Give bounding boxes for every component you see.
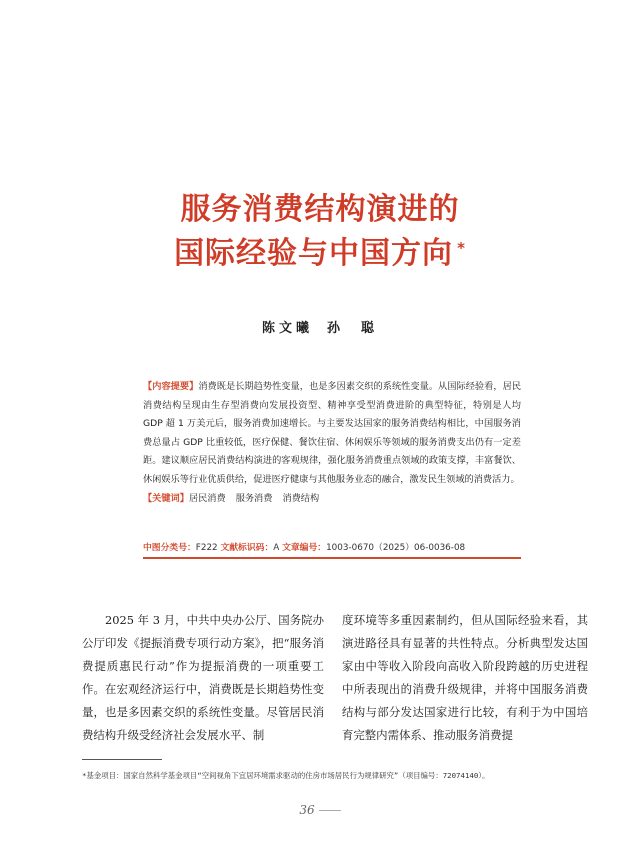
doc-code-value: A [273, 543, 280, 553]
article-no-label: 文章编号： [282, 543, 327, 553]
clc-value: F222 [195, 543, 218, 553]
abstract-block [143, 378, 521, 508]
article-title [0, 188, 640, 276]
abstract-label: 【内容提要】 [143, 381, 199, 392]
classification-line [143, 540, 521, 559]
article-no-value: 1003-0670（2025）06-0036-08 [326, 543, 466, 553]
title-line-2-text: 国际经验与中国方向 [174, 236, 454, 271]
footnote-divider [82, 759, 162, 760]
footnote: *基金项目：国家自然科学基金项目“空间视角下宜居环境需求驱动的住房市场居民行为规律研究”（项目编号：72074140）。 [82, 771, 490, 780]
page-number-dash [319, 810, 341, 811]
abstract-text: 消费既是长期趋势性变量，也是多因素交织的系统性变量。从国际经验看，居民消费结构呈现由生存型消费向发展投资型、精神享受型消费进阶的典型特征，特别是人均 GDP 超 1 万美元后，服务消费加速增长。与主要发达国家的服务消费结构相比，中国服务消费总量占 GDP 比重较低，医疗保健、餐饮住宿、休闲娱乐等领域的服务消费支出仍有一定差距。建议顺应居民消费结构演进的客观规律，强化服务消费重点领域的政策支撑，丰富餐饮、休闲娱乐等行业优质供给，促进医疗健康与其他服务业态的融合，激发民生领域的消费活力。 [143, 381, 522, 485]
page-number: 36 [299, 803, 315, 817]
keyword: 服务消费 [235, 492, 273, 504]
title-line-1: 服务消费结构演进的 [180, 192, 460, 227]
keywords-line [143, 490, 521, 509]
keyword: 消费结构 [282, 492, 320, 504]
body-paragraph-continued: 度环境等多重因素制约，但从国际经验来看，其演进路径具有显著的共性特点。分析典型发达国家由中等收入阶段向高收入阶段跨越的历史进程中所表现出的消费升级规律，并将中国服务消费结构与部分发达国家进行比较，有利于为中国培育完整内需体系、推动服务消费提 [342, 613, 588, 742]
body-column-right [342, 609, 588, 747]
author-list [0, 317, 640, 336]
body-column-left [82, 609, 324, 747]
keywords-label: 【关键词】 [143, 492, 189, 504]
abstract-paragraph [143, 378, 521, 490]
clc-label: 中图分类号： [143, 543, 196, 553]
title-footnote-marker: * [457, 239, 466, 257]
author-1: 陈文曦 [261, 321, 313, 336]
keyword: 居民消费 [188, 492, 226, 504]
doc-code-label: 文献标识码： [220, 543, 274, 553]
page-number-footer [0, 803, 640, 817]
author-2: 孙 聪 [327, 321, 379, 336]
title-line-2 [0, 232, 640, 276]
body-paragraph: 2025 年 3 月，中共中央办公厅、国务院办公厅印发《提振消费专项行动方案》，把“服务消费提质惠民行动”作为提振消费的一项重要工作。在宏观经济运行中，消费既是长期趋势性变量，也是多因素交织的系统性变量。尽管居民消费结构升级受经济社会发展水平、制 [82, 613, 324, 742]
